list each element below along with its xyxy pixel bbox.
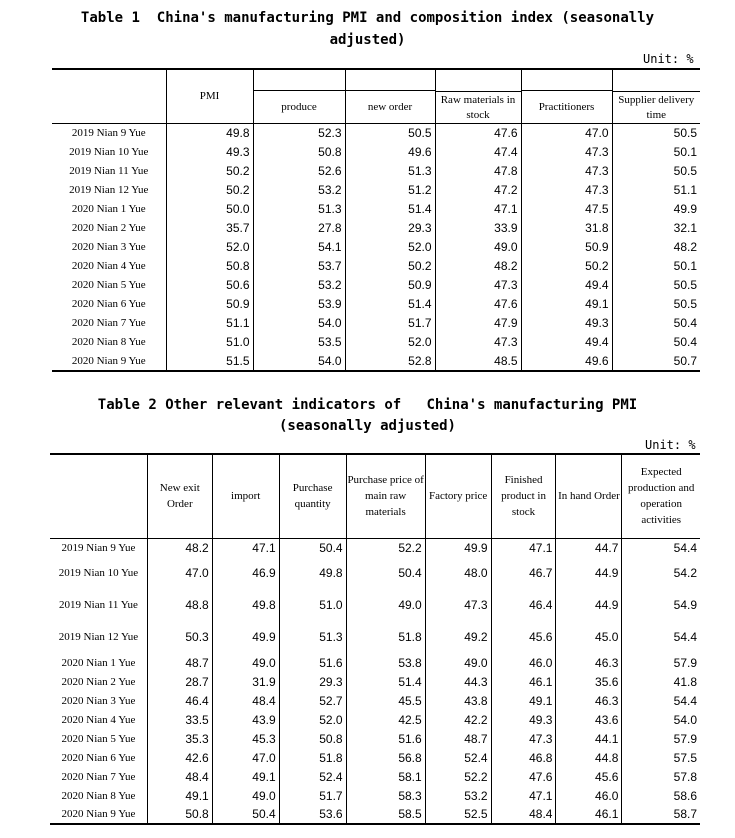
table1-cell: 50.5 [612, 124, 700, 143]
table1-cell: 50.1 [612, 143, 700, 162]
table2-cell: 44.7 [556, 538, 622, 557]
table1-cell: 49.4 [521, 333, 612, 352]
table1-row [52, 219, 700, 238]
table1-cell: 47.2 [435, 181, 521, 200]
table1-row [52, 181, 700, 200]
table2-header-import: import [212, 454, 279, 538]
table2-cell: 54.4 [622, 538, 700, 557]
table2-cell: 49.2 [425, 621, 491, 653]
table2-cell: 56.8 [346, 748, 425, 767]
table1-header-supplier-delivery [612, 69, 700, 124]
table2-cell: 49.1 [147, 786, 212, 805]
table1-cell: 47.3 [435, 333, 521, 352]
table2-cell: 46.9 [212, 557, 279, 589]
table2-cell: 45.0 [556, 621, 622, 653]
table1-cell: 47.3 [435, 276, 521, 295]
table2-cell: 50.4 [279, 538, 346, 557]
table1-row [52, 333, 700, 352]
table1-cell: 54.0 [253, 314, 345, 333]
table1-cell: 50.7 [612, 352, 700, 371]
table1-cell: 50.2 [166, 181, 253, 200]
table2-cell: 46.8 [491, 748, 556, 767]
table2-cell: 49.8 [212, 589, 279, 621]
table1-row-label: 2019 Nian 11 Yue [69, 165, 149, 177]
table2-cell: 51.6 [346, 729, 425, 748]
table2-cell: 44.9 [556, 589, 622, 621]
table1-cell: 54.1 [253, 238, 345, 257]
table2-cell: 44.8 [556, 748, 622, 767]
table2-cell: 48.2 [147, 538, 212, 557]
table1-cell: 31.8 [521, 219, 612, 238]
table2-cell: 41.8 [622, 672, 700, 691]
table2-cell: 46.3 [556, 653, 622, 672]
table2-row-label: 2019 Nian 10 Yue [58, 567, 139, 579]
table1-cell: 49.4 [521, 276, 612, 295]
table1-cell: 51.3 [253, 200, 345, 219]
table2-cell: 42.6 [147, 748, 212, 767]
table2-cell: 31.9 [212, 672, 279, 691]
table2-cell: 51.6 [279, 653, 346, 672]
table2-cell: 54.4 [622, 621, 700, 653]
table1-header-raw-materials [435, 69, 521, 124]
table1-cell: 51.1 [612, 181, 700, 200]
table1-cell: 27.8 [253, 219, 345, 238]
table2-cell: 54.2 [622, 557, 700, 589]
table1-cell: 50.9 [345, 276, 435, 295]
table2-cell: 35.3 [147, 729, 212, 748]
table1-row-label: 2019 Nian 12 Yue [69, 184, 149, 196]
table2-cell: 43.9 [212, 710, 279, 729]
table1-title-line1: Table 1 China's manufacturing PMI and composition index (seasonally [80, 10, 655, 26]
table2-cell: 58.5 [346, 805, 425, 824]
table2-row [50, 729, 700, 748]
table1-cell: 50.4 [612, 314, 700, 333]
table1-row [52, 314, 700, 333]
table2-row [50, 748, 700, 767]
table1-row-label: 2020 Nian 3 Yue [71, 241, 146, 253]
table1-header-pmi: PMI [166, 69, 253, 124]
table2-row [50, 710, 700, 729]
table2-cell: 54.0 [622, 710, 700, 729]
table2-cell: 48.4 [212, 691, 279, 710]
table1-cell: 50.2 [166, 162, 253, 181]
table1-cell: 49.9 [612, 200, 700, 219]
table2-cell: 49.0 [212, 653, 279, 672]
table2-cell: 33.5 [147, 710, 212, 729]
table2-header-new-exit-order: New exit Order [147, 454, 212, 538]
table2-cell: 51.3 [279, 621, 346, 653]
table2-cell: 43.8 [425, 691, 491, 710]
table2-row-label: 2019 Nian 9 Yue [50, 538, 147, 557]
table1-cell: 53.2 [253, 181, 345, 200]
table1-header-new-order [345, 69, 435, 124]
table1 [52, 68, 700, 372]
table2-row-label: 2020 Nian 5 Yue [61, 732, 136, 745]
table1-cell: 50.1 [612, 257, 700, 276]
table2-cell: 35.6 [556, 672, 622, 691]
table1-cell: 50.8 [166, 257, 253, 276]
table1-cell: 51.5 [166, 352, 253, 371]
table1-cell: 52.0 [166, 238, 253, 257]
table1-cell: 48.5 [435, 352, 521, 371]
table1-cell: 51.4 [345, 200, 435, 219]
table2-row-label: 2020 Nian 2 Yue [61, 675, 136, 688]
table2-cell: 58.6 [622, 786, 700, 805]
table1-row [52, 295, 700, 314]
table1-cell: 50.9 [521, 238, 612, 257]
table1-cell: 50.6 [166, 276, 253, 295]
table1-cell: 32.1 [612, 219, 700, 238]
table2-cell: 48.4 [147, 767, 212, 786]
table2-row-label: 2020 Nian 9 Yue [50, 805, 147, 824]
table2-row [50, 621, 700, 653]
table2-cell: 51.7 [279, 786, 346, 805]
table2-row-label: 2020 Nian 1 Yue [61, 656, 136, 669]
table1-cell: 51.0 [166, 333, 253, 352]
table1-cell: 29.3 [345, 219, 435, 238]
table2-cell: 57.5 [622, 748, 700, 767]
table1-row-label: 2020 Nian 9 Yue [52, 352, 166, 371]
table1-row [52, 352, 700, 371]
table2-cell: 48.0 [425, 557, 491, 589]
table2-cell: 57.9 [622, 653, 700, 672]
table2-cell: 47.1 [491, 786, 556, 805]
table2-cell: 50.8 [147, 805, 212, 824]
table1-row-label: 2019 Nian 10 Yue [69, 146, 149, 158]
table1-cell: 35.7 [166, 219, 253, 238]
table2-header-factory-price: Factory price [425, 454, 491, 538]
table1-header-new-order-label: new order [346, 90, 435, 123]
table1-row-label: 2020 Nian 5 Yue [71, 279, 146, 291]
table2-cell: 58.1 [346, 767, 425, 786]
table1-cell: 47.4 [435, 143, 521, 162]
table1-cell: 51.7 [345, 314, 435, 333]
table1-cell: 33.9 [435, 219, 521, 238]
table2-cell: 47.3 [425, 589, 491, 621]
table2-cell: 42.2 [425, 710, 491, 729]
table1-cell: 49.3 [166, 143, 253, 162]
table2-cell: 51.0 [279, 589, 346, 621]
table2-cell: 52.7 [279, 691, 346, 710]
table1-cell: 53.5 [253, 333, 345, 352]
table2-header-row [50, 454, 700, 538]
table1-header-supplier-delivery-label: Supplier delivery time [613, 91, 701, 123]
table2-cell: 52.5 [425, 805, 491, 824]
table2-header-corner [50, 454, 147, 538]
table2-row-label: 2019 Nian 12 Yue [58, 631, 139, 643]
table1-cell: 47.3 [521, 143, 612, 162]
table2-cell: 48.7 [425, 729, 491, 748]
table1-cell: 47.6 [435, 295, 521, 314]
table2-cell: 53.2 [425, 786, 491, 805]
table1-cell: 49.1 [521, 295, 612, 314]
table2-cell: 46.4 [491, 589, 556, 621]
table2-row [50, 653, 700, 672]
table2-cell: 46.0 [556, 786, 622, 805]
table2-cell: 51.8 [279, 748, 346, 767]
table1-cell: 51.3 [345, 162, 435, 181]
table1-cell: 48.2 [435, 257, 521, 276]
table1-unit: Unit: % [643, 52, 694, 66]
table2-cell: 29.3 [279, 672, 346, 691]
table2-cell: 49.9 [425, 538, 491, 557]
table1-header-row [52, 69, 700, 124]
table2-cell: 43.6 [556, 710, 622, 729]
table2-row [50, 767, 700, 786]
table1-row-label: 2020 Nian 7 Yue [71, 317, 146, 329]
table2-cell: 53.8 [346, 653, 425, 672]
table2-cell: 46.0 [491, 653, 556, 672]
table2-cell: 57.9 [622, 729, 700, 748]
table1-cell: 49.3 [521, 314, 612, 333]
table1-row-label: 2019 Nian 9 Yue [52, 124, 166, 143]
table2-cell: 46.4 [147, 691, 212, 710]
table2-cell: 49.8 [279, 557, 346, 589]
table2-row-label: 2020 Nian 4 Yue [61, 713, 136, 726]
table1-row [52, 162, 700, 181]
table1-cell: 49.6 [345, 143, 435, 162]
table2-cell: 49.1 [491, 691, 556, 710]
table2-row [50, 786, 700, 805]
table2-cell: 45.3 [212, 729, 279, 748]
table2 [50, 453, 700, 825]
table1-cell: 47.9 [435, 314, 521, 333]
table1-header-produce-label: produce [254, 90, 345, 123]
table2-row-label: 2020 Nian 7 Yue [61, 770, 136, 783]
table2-cell: 47.0 [212, 748, 279, 767]
table1-row [52, 276, 700, 295]
table2-row-label: 2020 Nian 6 Yue [61, 751, 136, 764]
table1-cell: 50.5 [345, 124, 435, 143]
table2-header-expected-production: Expected production and operation activities [622, 454, 700, 538]
table2-row-label: 2020 Nian 8 Yue [61, 789, 136, 802]
table1-row [52, 143, 700, 162]
table2-cell: 52.4 [425, 748, 491, 767]
table2-cell: 52.0 [279, 710, 346, 729]
table2-cell: 45.6 [491, 621, 556, 653]
table1-row [52, 200, 700, 219]
table2-row-label: 2020 Nian 3 Yue [61, 694, 136, 707]
table2-cell: 54.9 [622, 589, 700, 621]
table1-header-produce [253, 69, 345, 124]
table2-row [50, 557, 700, 589]
table1-cell: 51.2 [345, 181, 435, 200]
table1-cell: 52.0 [345, 333, 435, 352]
table2-cell: 58.7 [622, 805, 700, 824]
table1-cell: 47.1 [435, 200, 521, 219]
table2-cell: 47.0 [147, 557, 212, 589]
table2-title-line2: (seasonally adjusted) [278, 418, 456, 434]
table2-cell: 44.9 [556, 557, 622, 589]
table2-cell: 28.7 [147, 672, 212, 691]
table1-cell: 47.3 [521, 181, 612, 200]
table1-cell: 52.3 [253, 124, 345, 143]
table2-header-in-hand-order: In hand Order [556, 454, 622, 538]
table2-cell: 47.1 [212, 538, 279, 557]
table1-cell: 52.6 [253, 162, 345, 181]
table2-cell: 49.9 [212, 621, 279, 653]
table1-row-label: 2020 Nian 4 Yue [71, 260, 146, 272]
table1-cell: 53.9 [253, 295, 345, 314]
table2-cell: 51.4 [346, 672, 425, 691]
table2-cell: 47.6 [491, 767, 556, 786]
table2-cell: 47.1 [491, 538, 556, 557]
table2-cell: 49.0 [212, 786, 279, 805]
table1-cell: 52.0 [345, 238, 435, 257]
table1-cell: 50.9 [166, 295, 253, 314]
table1-row-label: 2020 Nian 8 Yue [71, 336, 146, 348]
table2-cell: 49.3 [491, 710, 556, 729]
table1-row-label: 2020 Nian 1 Yue [71, 203, 146, 215]
table2-header-finished-product: Finished product in stock [491, 454, 556, 538]
table1-cell: 50.5 [612, 276, 700, 295]
table1-cell: 53.2 [253, 276, 345, 295]
table1-header-practitioners-label: Practitioners [522, 90, 612, 123]
table2-header-purchase-quantity: Purchase quantity [279, 454, 346, 538]
table2-row [50, 691, 700, 710]
table1-cell: 49.8 [166, 124, 253, 143]
table1-cell: 50.5 [612, 295, 700, 314]
table1-row-label: 2020 Nian 6 Yue [71, 298, 146, 310]
table1-cell: 52.8 [345, 352, 435, 371]
table1-cell: 51.1 [166, 314, 253, 333]
table1-row-label: 2020 Nian 2 Yue [71, 222, 146, 234]
table2-cell: 49.1 [212, 767, 279, 786]
table2-cell: 49.0 [425, 653, 491, 672]
table2-cell: 46.7 [491, 557, 556, 589]
table2-cell: 48.7 [147, 653, 212, 672]
table2-cell: 58.3 [346, 786, 425, 805]
table2-row [50, 589, 700, 621]
table1-cell: 47.5 [521, 200, 612, 219]
table2-cell: 45.5 [346, 691, 425, 710]
table1-cell: 53.7 [253, 257, 345, 276]
table1-cell: 51.4 [345, 295, 435, 314]
table1-cell: 50.5 [612, 162, 700, 181]
table1-cell: 50.0 [166, 200, 253, 219]
table2-cell: 47.3 [491, 729, 556, 748]
table1-row [52, 257, 700, 276]
table1-cell: 50.8 [253, 143, 345, 162]
table2-cell: 52.2 [346, 538, 425, 557]
table2-cell: 48.4 [491, 805, 556, 824]
table2-row [50, 805, 700, 824]
table2-cell: 54.4 [622, 691, 700, 710]
table2-header-purchase-price: Purchase price of main raw materials [346, 454, 425, 538]
table1-cell: 47.6 [435, 124, 521, 143]
table2-row [50, 538, 700, 557]
table1-header-practitioners [521, 69, 612, 124]
table2-cell: 52.4 [279, 767, 346, 786]
table2-cell: 52.2 [425, 767, 491, 786]
table1-cell: 48.2 [612, 238, 700, 257]
table2-cell: 46.3 [556, 691, 622, 710]
table1-cell: 47.8 [435, 162, 521, 181]
table2-cell: 42.5 [346, 710, 425, 729]
table2-cell: 48.8 [147, 589, 212, 621]
table2-cell: 50.8 [279, 729, 346, 748]
table1-cell: 50.2 [521, 257, 612, 276]
table1-cell: 54.0 [253, 352, 345, 371]
table2-cell: 49.0 [346, 589, 425, 621]
table1-cell: 47.3 [521, 162, 612, 181]
table2-cell: 44.1 [556, 729, 622, 748]
table1-cell: 47.0 [521, 124, 612, 143]
table1-row [52, 238, 700, 257]
table2-cell: 46.1 [556, 805, 622, 824]
table2-cell: 44.3 [425, 672, 491, 691]
table2-cell: 53.6 [279, 805, 346, 824]
table2-cell: 46.1 [491, 672, 556, 691]
table2-unit: Unit: % [645, 438, 696, 452]
table2-row-label: 2019 Nian 11 Yue [58, 599, 138, 611]
table1-header-corner [52, 69, 166, 124]
table1-title-line2: adjusted) [329, 32, 406, 48]
table2-row [50, 672, 700, 691]
table2-cell: 57.8 [622, 767, 700, 786]
table1-header-raw-materials-label: Raw materials in stock [436, 91, 521, 123]
table1-cell: 50.2 [345, 257, 435, 276]
table1-cell: 49.6 [521, 352, 612, 371]
table2-cell: 51.8 [346, 621, 425, 653]
table2-title-line1: Table 2 Other relevant indicators of China's manufacturing PMI [97, 397, 638, 413]
table1-cell: 50.4 [612, 333, 700, 352]
table2-cell: 50.4 [212, 805, 279, 824]
table1-cell: 49.0 [435, 238, 521, 257]
table2-cell: 45.6 [556, 767, 622, 786]
table1-row [52, 124, 700, 143]
table2-cell: 50.3 [147, 621, 212, 653]
table2-cell: 50.4 [346, 557, 425, 589]
